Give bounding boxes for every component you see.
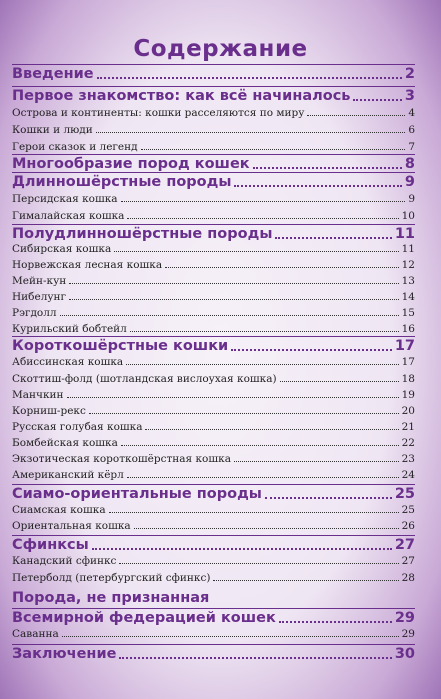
dot-leader bbox=[134, 527, 399, 529]
toc-page-number: 4 bbox=[408, 107, 415, 119]
toc-subentry bbox=[12, 356, 415, 368]
toc-entry-label: Полудлинношёрстные породы bbox=[12, 226, 273, 242]
toc-page-number: 9 bbox=[404, 174, 415, 190]
toc-entry-label: Корниш-рекс bbox=[12, 405, 86, 417]
toc-subentry bbox=[12, 141, 415, 153]
dot-leader bbox=[69, 298, 399, 300]
toc-page-number: 17 bbox=[394, 338, 415, 354]
dot-leader bbox=[307, 114, 405, 116]
section-divider bbox=[12, 535, 415, 536]
dot-leader bbox=[353, 98, 401, 101]
toc-page-number: 25 bbox=[394, 486, 415, 502]
section-divider bbox=[12, 224, 415, 225]
toc-entry-label: Персидская кошка bbox=[12, 193, 118, 205]
toc-entry-label: Канадский сфинкс bbox=[12, 555, 117, 567]
section-divider bbox=[12, 64, 415, 65]
dot-leader bbox=[234, 184, 401, 187]
toc-entry-label: Острова и континенты: кошки расселяются по миру bbox=[12, 107, 305, 119]
toc-page-number: 12 bbox=[401, 259, 415, 271]
toc-page-number: 15 bbox=[401, 307, 415, 319]
dot-leader bbox=[165, 266, 399, 268]
toc-section bbox=[12, 66, 415, 82]
toc-page-number: 3 bbox=[404, 88, 415, 104]
toc-section bbox=[12, 646, 415, 662]
toc-subentry bbox=[12, 405, 415, 417]
toc-entry-label: Гималайская кошка bbox=[12, 210, 125, 222]
toc-subentry bbox=[12, 243, 415, 255]
toc-section bbox=[12, 486, 415, 502]
dot-leader bbox=[60, 314, 399, 316]
toc-subentry bbox=[12, 107, 415, 119]
toc-subentry bbox=[12, 628, 415, 640]
toc-entry-label: Рэгдолл bbox=[12, 307, 57, 319]
dot-leader bbox=[121, 200, 406, 202]
toc-entry-label: Петерболд (петербургский сфинкс) bbox=[12, 572, 211, 584]
toc-page-number: 25 bbox=[401, 504, 415, 516]
toc-entry-label: Герои сказок и легенд bbox=[12, 141, 138, 153]
toc-page-number: 28 bbox=[401, 572, 415, 584]
toc-page-number: 17 bbox=[401, 356, 415, 368]
toc-subentry bbox=[12, 373, 415, 385]
toc-page-number: 29 bbox=[401, 628, 415, 640]
toc-entry-label: Американский кёрл bbox=[12, 469, 124, 481]
toc-subentry bbox=[12, 504, 415, 516]
toc-entry-label: Сибирская кошка bbox=[12, 243, 112, 255]
toc-page-number: 24 bbox=[401, 469, 415, 481]
dot-leader bbox=[96, 131, 406, 133]
toc-subentry bbox=[12, 555, 415, 567]
toc-section bbox=[12, 590, 415, 606]
toc-subentry bbox=[12, 453, 415, 465]
toc-entry-label: Экзотическая короткошёрстная кошка bbox=[12, 453, 231, 465]
toc-subentry bbox=[12, 275, 415, 287]
toc-page-number: 16 bbox=[401, 323, 415, 335]
dot-leader bbox=[69, 282, 398, 284]
dot-leader bbox=[67, 396, 399, 398]
toc-subentry bbox=[12, 259, 415, 271]
toc-entry-label: Сиамо-ориентальные породы bbox=[12, 486, 262, 502]
dot-leader bbox=[280, 380, 399, 382]
toc-entry-label: Всемирной федерацией кошек bbox=[12, 610, 276, 626]
dot-leader bbox=[109, 511, 399, 513]
toc-page-number: 23 bbox=[401, 453, 415, 465]
toc-section bbox=[12, 338, 415, 354]
toc-section bbox=[12, 610, 415, 626]
toc-entry-label: Курильский бобтейл bbox=[12, 323, 127, 335]
dot-leader bbox=[234, 460, 399, 462]
dot-leader bbox=[127, 217, 398, 219]
toc-entry-label: Ориентальная кошка bbox=[12, 520, 131, 532]
toc-page-number: 30 bbox=[394, 646, 415, 662]
dot-leader bbox=[119, 656, 391, 659]
section-divider bbox=[12, 608, 415, 609]
dot-leader bbox=[92, 547, 392, 550]
toc-section bbox=[12, 156, 415, 172]
toc-subentry bbox=[12, 210, 415, 222]
dot-leader bbox=[275, 236, 391, 239]
toc-page-number: 19 bbox=[401, 389, 415, 401]
dot-leader bbox=[126, 363, 398, 365]
page-title: Содержание bbox=[133, 36, 308, 62]
dot-leader bbox=[231, 348, 392, 351]
toc-page-number: 6 bbox=[408, 124, 415, 136]
section-divider bbox=[12, 86, 415, 87]
toc-entry-label: Заключение bbox=[12, 646, 117, 662]
toc-subentry bbox=[12, 421, 415, 433]
dot-leader bbox=[127, 476, 399, 478]
toc-page-number: 20 bbox=[401, 405, 415, 417]
toc-subentry bbox=[12, 307, 415, 319]
toc-subentry bbox=[12, 437, 415, 449]
toc-entry-label: Короткошёрстные кошки bbox=[12, 338, 229, 354]
toc-subentry bbox=[12, 469, 415, 481]
toc-entry-label: Длинношёрстные породы bbox=[12, 174, 232, 190]
toc-section bbox=[12, 174, 415, 190]
dot-leader bbox=[141, 148, 406, 150]
dot-leader bbox=[62, 635, 399, 637]
toc-entry-label: Сиамская кошка bbox=[12, 504, 106, 516]
toc-page-number: 27 bbox=[401, 555, 415, 567]
section-divider bbox=[12, 154, 415, 155]
section-divider bbox=[12, 484, 415, 485]
toc-entry-label: Введение bbox=[12, 66, 94, 82]
toc-subentry bbox=[12, 193, 415, 205]
dot-leader bbox=[253, 166, 402, 169]
dot-leader bbox=[145, 428, 398, 430]
dot-leader bbox=[114, 250, 398, 252]
toc-page-number: 8 bbox=[404, 156, 415, 172]
dot-leader bbox=[279, 620, 392, 623]
section-divider bbox=[12, 172, 415, 173]
toc-entry-label: Скоттиш-фолд (шотландская вислоухая кошка) bbox=[12, 373, 277, 385]
toc-entry-label: Норвежская лесная кошка bbox=[12, 259, 163, 271]
toc-page-number: 29 bbox=[394, 610, 415, 626]
toc-page-number: 11 bbox=[394, 226, 415, 242]
toc-page-number: 22 bbox=[401, 437, 415, 449]
dot-leader bbox=[213, 579, 398, 581]
toc-page-number: 2 bbox=[404, 66, 415, 82]
toc-page-number: 14 bbox=[401, 291, 415, 303]
dot-leader bbox=[89, 412, 399, 414]
section-divider bbox=[12, 336, 415, 337]
toc-entry-label: Русская голубая кошка bbox=[12, 421, 143, 433]
toc-entry-label: Абиссинская кошка bbox=[12, 356, 124, 368]
toc-subentry bbox=[12, 572, 415, 584]
toc-section bbox=[12, 226, 415, 242]
toc-page-number: 11 bbox=[401, 243, 415, 255]
toc-page-number: 9 bbox=[408, 193, 415, 205]
toc-entry-label: Нибелунг bbox=[12, 291, 67, 303]
toc-entry-label: Манчкин bbox=[12, 389, 64, 401]
toc-subentry bbox=[12, 389, 415, 401]
toc-section bbox=[12, 537, 415, 553]
toc-page-number: 13 bbox=[401, 275, 415, 287]
toc-entry-label: Мейн-кун bbox=[12, 275, 67, 287]
dot-leader bbox=[121, 444, 399, 446]
toc-entry-label: Многообразие пород кошек bbox=[12, 156, 250, 172]
dot-leader bbox=[265, 496, 392, 499]
toc-page-number: 26 bbox=[401, 520, 415, 532]
toc-page-number: 7 bbox=[408, 141, 415, 153]
toc-subentry bbox=[12, 291, 415, 303]
section-divider bbox=[12, 644, 415, 645]
toc-subentry bbox=[12, 124, 415, 136]
toc-subentry bbox=[12, 323, 415, 335]
toc-entry-label: Сфинксы bbox=[12, 537, 89, 553]
toc-page-number: 10 bbox=[401, 210, 415, 222]
dot-leader bbox=[97, 76, 402, 79]
toc-page-number: 18 bbox=[401, 373, 415, 385]
toc-section bbox=[12, 88, 415, 104]
toc-page-number: 27 bbox=[394, 537, 415, 553]
dot-leader bbox=[130, 330, 399, 332]
toc-entry-label: Саванна bbox=[12, 628, 59, 640]
toc-entry-label: Порода, не признанная bbox=[12, 590, 210, 606]
toc-entry-label: Бомбейская кошка bbox=[12, 437, 118, 449]
toc-entry-label: Кошки и люди bbox=[12, 124, 93, 136]
toc-entry-label: Первое знакомство: как всё начиналось bbox=[12, 88, 351, 104]
dot-leader bbox=[119, 562, 398, 564]
toc-page-number: 21 bbox=[401, 421, 415, 433]
toc-subentry bbox=[12, 520, 415, 532]
